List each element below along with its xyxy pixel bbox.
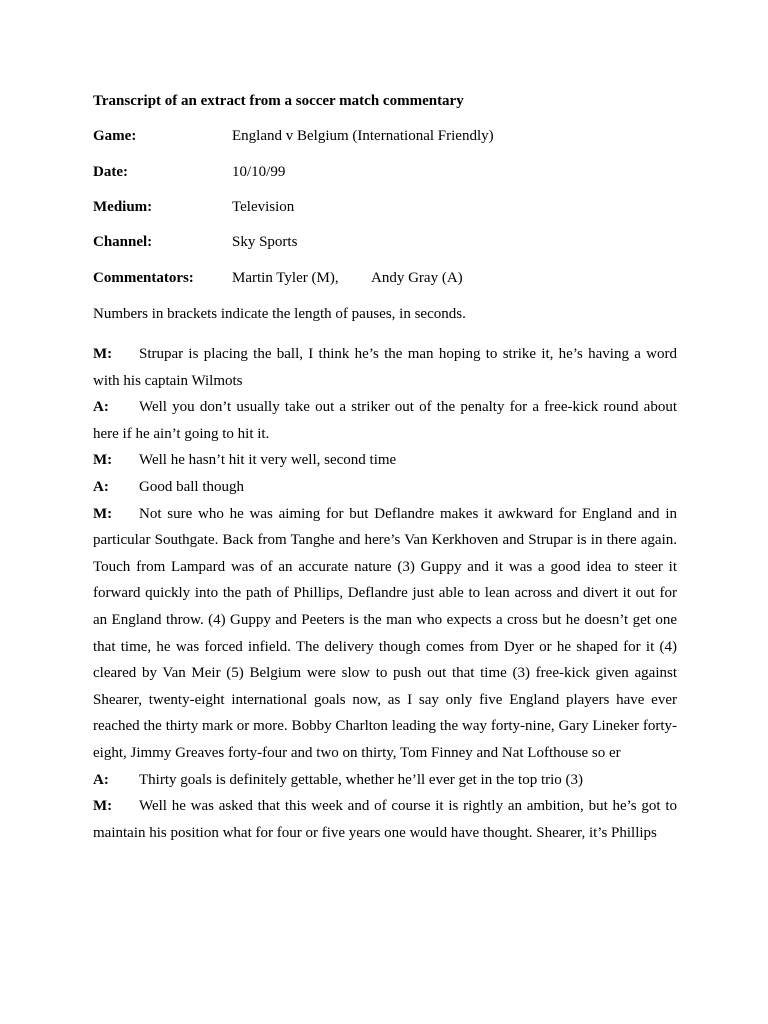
turn-text: Not sure who he was aiming for but Deflandre makes it awkward for England and in particular Southgate. Back from Tanghe and here’s Van Kerkhoven and Strupar is in there again. Touch from Lampard was of an accurate nature (3) Guppy and it was a good idea to steer it forward quickly into the path of Phillips, Deflandre just able to lean across and divert it out for an England throw. (4) Guppy and Peeters is the man who expects a cross but he doesn’t get one that time, he was forced infield. The delivery though comes from Dyer or he shaped for it (4) cleared by Van Meir (5) Belgium were slow to push out that time (3) free-kick given against Shearer, twenty-eight international goals now, as I say only five England players have ever reached the thirty mark or more. Bobby Charlton leading the way forty-nine, Gary Lineker forty-eight, Jimmy Greaves forty-four and two on thirty, Tom Finney and Nat Lofthouse so er bbox=[93, 505, 677, 761]
speaker-label: M: bbox=[93, 505, 113, 522]
speaker-label: M: bbox=[93, 452, 113, 469]
transcript-turn bbox=[93, 501, 677, 767]
speaker-label: M: bbox=[93, 798, 113, 815]
meta-value: Television bbox=[232, 199, 295, 215]
turn-text: Thirty goals is definitely gettable, whether he’ll ever get in the top trio (3) bbox=[139, 771, 584, 788]
transcript-body bbox=[93, 341, 677, 846]
speaker-label: A: bbox=[93, 399, 109, 416]
speaker-label: M: bbox=[93, 346, 113, 362]
speaker-label: A: bbox=[93, 478, 109, 495]
meta-label: Channel: bbox=[93, 234, 153, 250]
document-title: Transcript of an extract from a soccer match commentary bbox=[93, 93, 464, 109]
transcript-turn bbox=[93, 341, 677, 394]
meta-label: Date: bbox=[93, 164, 128, 180]
meta-value: Martin Tyler (M), bbox=[232, 270, 339, 286]
meta-label: Commentators: bbox=[93, 270, 194, 286]
transcript-note: Numbers in brackets indicate the length of pauses, in seconds. bbox=[93, 306, 466, 322]
transcript-turn bbox=[93, 447, 677, 474]
meta-label: Game: bbox=[93, 128, 137, 144]
turn-text: Well you don’t usually take out a striker out of the penalty for a free-kick round about here if he ain’t going to hit it. bbox=[93, 399, 677, 442]
turn-text: Strupar is placing the ball, I think he’s the man hoping to strike it, he’s having a word with his captain Wilmots bbox=[93, 346, 677, 389]
meta-label: Medium: bbox=[93, 199, 153, 215]
meta-value: 10/10/99 bbox=[232, 164, 286, 180]
meta-value: Sky Sports bbox=[232, 234, 298, 250]
turn-text: Well he was asked that this week and of course it is rightly an ambition, but he’s got to maintain his position what for four or five years one would have thought. Shearer, it’s Phillips bbox=[93, 798, 677, 841]
transcript-turn bbox=[93, 474, 677, 501]
transcript-turn bbox=[93, 394, 677, 447]
speaker-label: A: bbox=[93, 771, 109, 788]
turn-text: Well he hasn’t hit it very well, second time bbox=[139, 452, 397, 469]
transcript-turn bbox=[93, 793, 677, 846]
turn-text: Good ball though bbox=[139, 478, 244, 495]
meta-value: England v Belgium (International Friendly) bbox=[232, 128, 494, 144]
transcript-turn bbox=[93, 767, 677, 794]
meta-value-secondary: Andy Gray (A) bbox=[371, 270, 463, 286]
